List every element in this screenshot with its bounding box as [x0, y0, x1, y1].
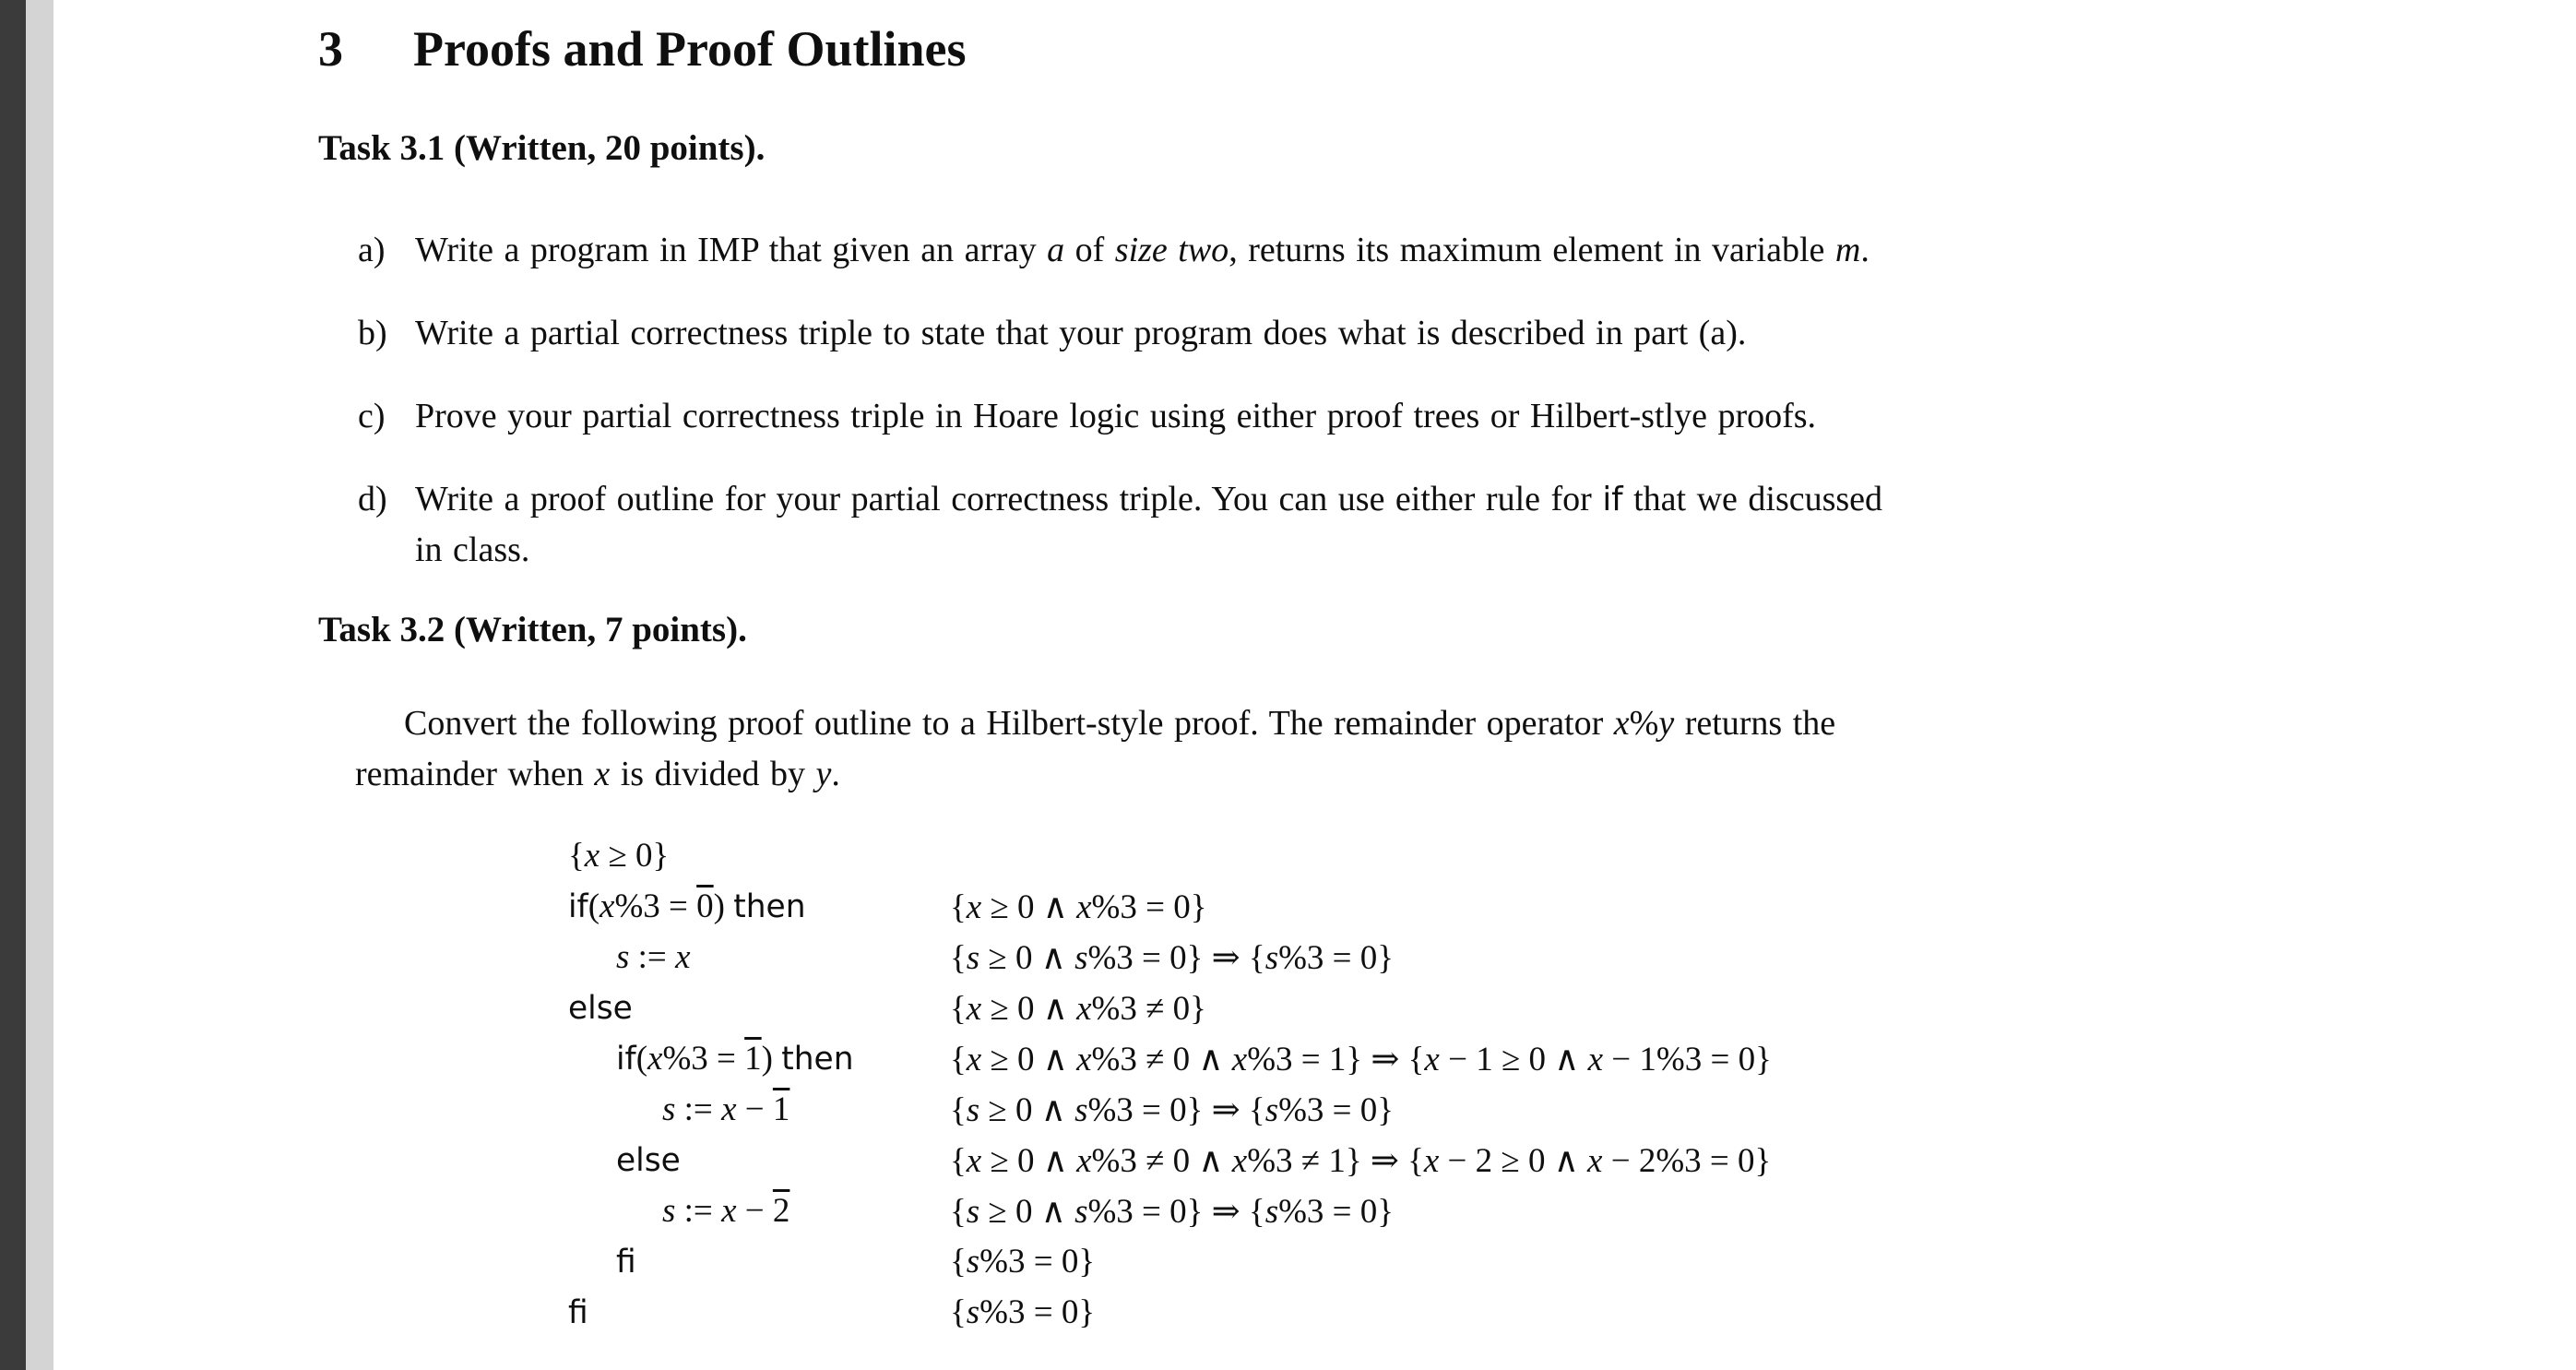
paragraph-line-2: remainder when x is divided by y.	[355, 755, 840, 793]
outline-row-9	[568, 1242, 1096, 1293]
assertion-line-9: {s%3 = 0}	[950, 1243, 1096, 1281]
list-item-b	[358, 308, 2285, 359]
task-3-2-heading: Task 3.2 (Written, 7 points).	[318, 610, 747, 649]
proof-outline	[568, 836, 1772, 1343]
outline-row-5	[568, 1039, 1772, 1090]
item-label-b: b)	[358, 314, 387, 352]
code-line-8: s := x − 2	[662, 1192, 790, 1230]
list-item-c	[358, 391, 2285, 442]
code-line-2: if(x%3 = 0) then	[568, 888, 806, 925]
code-line-1: {x ≥ 0}	[568, 837, 670, 875]
assertion-line-2: {x ≥ 0 ∧ x%3 = 0}	[950, 888, 1207, 926]
code-line-7: else	[616, 1142, 681, 1179]
code-line-5: if(x%3 = 1) then	[616, 1040, 854, 1078]
outline-row-6	[568, 1090, 1395, 1140]
outline-row-3	[568, 937, 1395, 988]
outline-row-1	[568, 836, 854, 887]
outline-row-10	[568, 1293, 1096, 1343]
code-line-3: s := x	[616, 938, 691, 976]
code-line-9: fi	[616, 1244, 636, 1281]
assertion-line-4: {x ≥ 0 ∧ x%3 ≠ 0}	[950, 990, 1206, 1028]
item-text-c: Prove your partial correctness triple in Hoare logic using either proof trees or Hilbert-stlye proofs.	[415, 397, 1817, 435]
outline-row-7	[568, 1140, 1772, 1191]
task-3-1-heading: Task 3.1 (Written, 20 points).	[318, 128, 766, 168]
item-text-a: Write a program in IMP that given an array a of size two, returns its maximum element in variable m.	[415, 231, 1870, 269]
outline-row-4	[568, 988, 1206, 1039]
code-line-6: s := x − 1	[662, 1090, 790, 1128]
code-line-10: fi	[568, 1294, 588, 1331]
assertion-line-6: {s ≥ 0 ∧ s%3 = 0} ⇒ {s%3 = 0}	[950, 1091, 1395, 1129]
assertion-line-5: {x ≥ 0 ∧ x%3 ≠ 0 ∧ x%3 = 1} ⇒ {x − 1 ≥ 0 ∧ x − 1%3 = 0}	[950, 1041, 1772, 1078]
list-item-a	[358, 225, 2285, 276]
assertion-line-8: {s ≥ 0 ∧ s%3 = 0} ⇒ {s%3 = 0}	[950, 1193, 1395, 1231]
item-text-b: Write a partial correctness triple to state that your program does what is described in part (a).	[415, 314, 1747, 352]
assertion-line-10: {s%3 = 0}	[950, 1293, 1096, 1331]
code-line-4: else	[568, 990, 633, 1027]
section-title: Proofs and Proof Outlines	[413, 21, 967, 77]
item-label-c: c)	[358, 397, 386, 435]
section-heading	[318, 20, 967, 77]
outline-row-2	[568, 887, 1207, 937]
outline-row-8	[568, 1191, 1395, 1242]
paragraph-line-1: Convert the following proof outline to a Hilbert-style proof. The remainder operator x%y returns the	[404, 704, 1836, 743]
list-item-d	[358, 474, 2285, 576]
assertion-line-7: {x ≥ 0 ∧ x%3 ≠ 0 ∧ x%3 ≠ 1} ⇒ {x − 2 ≥ 0 ∧ x − 2%3 = 0}	[950, 1142, 1772, 1180]
item-label-a: a)	[358, 231, 386, 269]
item-label-d: d)	[358, 480, 387, 518]
item-text-d: Write a proof outline for your partial correctness triple. You can use either rule for if that we discussed in class.	[415, 480, 1883, 569]
section-number: 3	[318, 21, 343, 77]
assertion-line-3: {s ≥ 0 ∧ s%3 = 0} ⇒ {s%3 = 0}	[950, 939, 1395, 977]
